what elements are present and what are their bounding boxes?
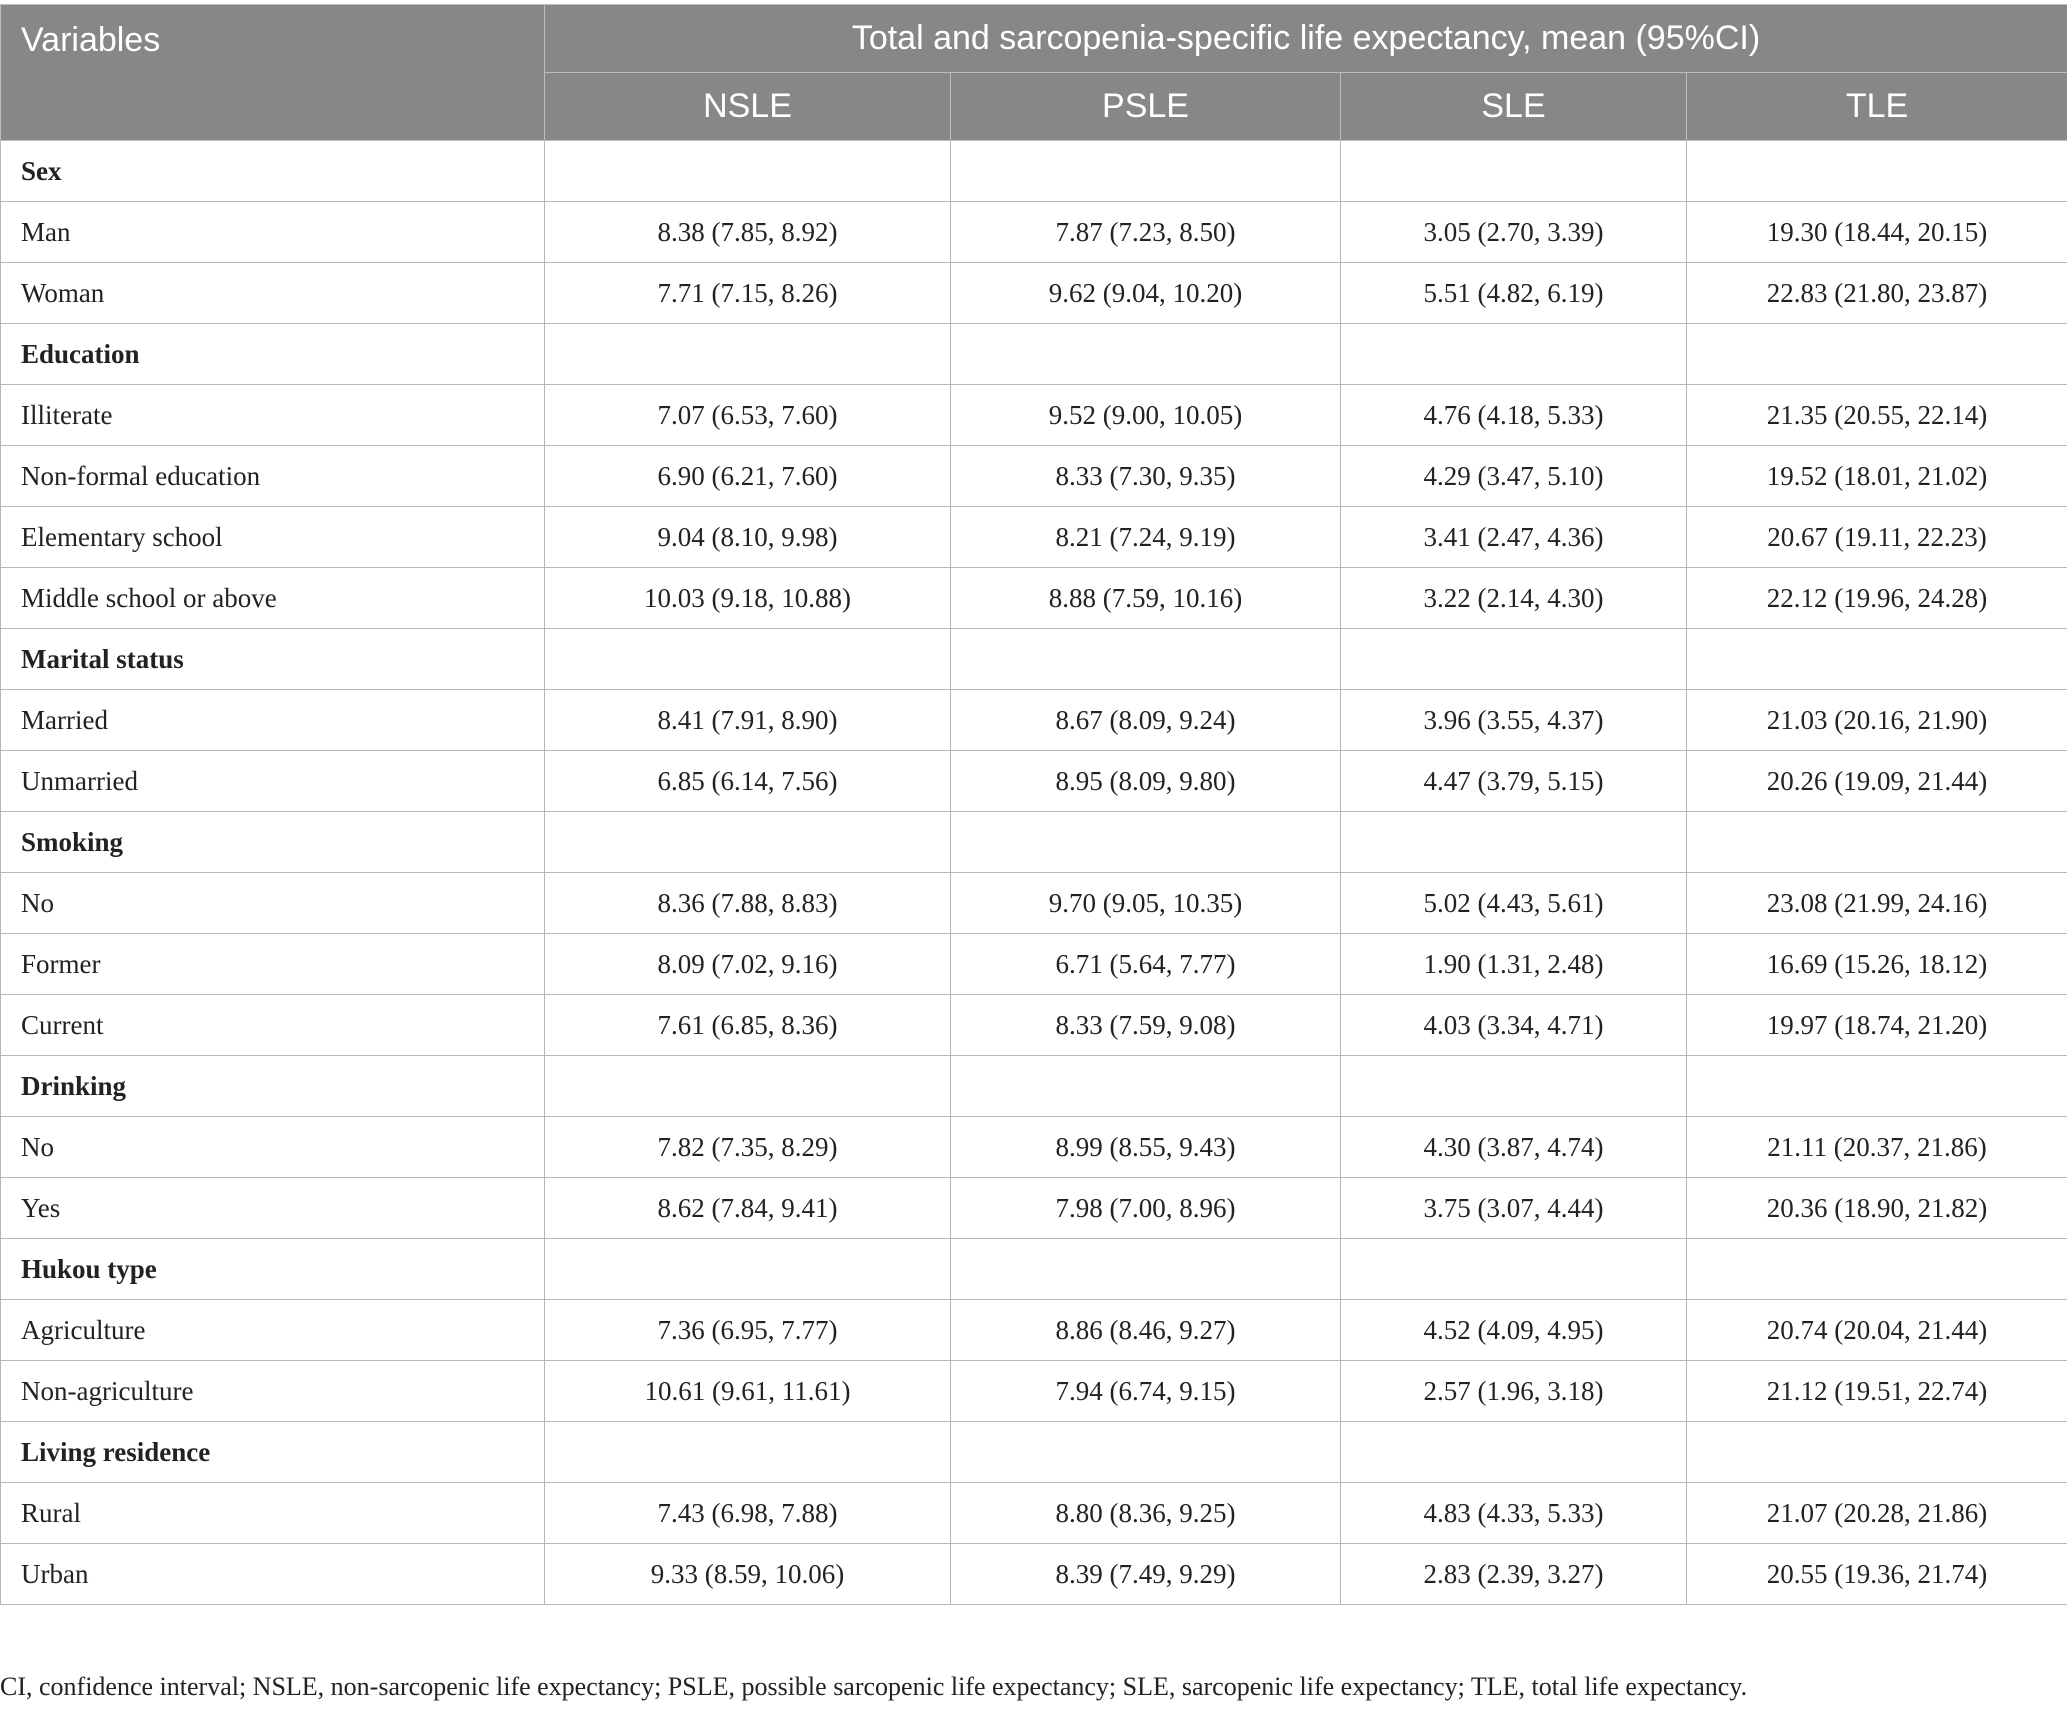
empty-cell [951,324,1341,385]
table-header [1,5,2067,141]
row-label: Illiterate [1,385,545,446]
sle-cell: 5.02 (4.43, 5.61) [1341,873,1687,934]
table-row [1,202,2067,263]
empty-cell [545,812,951,873]
psle-cell: 9.62 (9.04, 10.20) [951,263,1341,324]
table-footnote: CI, confidence interval; NSLE, non-sarcopenic life expectancy; PSLE, possible sarcopenic life expectancy; SLE, sarcopenic life expectancy; TLE, total life expectancy. [0,1672,1748,1701]
empty-cell [951,812,1341,873]
empty-cell [545,1239,951,1300]
row-label: Elementary school [1,507,545,568]
psle-cell: 7.98 (7.00, 8.96) [951,1178,1341,1239]
sle-cell: 3.75 (3.07, 4.44) [1341,1178,1687,1239]
group-label: Smoking [1,812,545,873]
group-label: Drinking [1,1056,545,1117]
empty-cell [951,1056,1341,1117]
empty-cell [1687,1239,2067,1300]
table-row [1,507,2067,568]
nsle-cell: 7.43 (6.98, 7.88) [545,1483,951,1544]
empty-cell [545,141,951,202]
tle-cell: 22.12 (19.96, 24.28) [1687,568,2067,629]
group-header-row [1,141,2067,202]
empty-cell [951,629,1341,690]
empty-cell [1341,1056,1687,1117]
tle-cell: 21.35 (20.55, 22.14) [1687,385,2067,446]
table-row [1,751,2067,812]
table-row [1,568,2067,629]
row-label: Non-formal education [1,446,545,507]
column-header-tle: TLE [1687,73,2067,141]
table-row [1,995,2067,1056]
life-expectancy-span-header: Total and sarcopenia-specific life expectancy, mean (95%CI) [545,5,2067,73]
sle-cell: 3.05 (2.70, 3.39) [1341,202,1687,263]
tle-cell: 20.67 (19.11, 22.23) [1687,507,2067,568]
row-label: Unmarried [1,751,545,812]
sle-cell: 4.30 (3.87, 4.74) [1341,1117,1687,1178]
tle-cell: 19.97 (18.74, 21.20) [1687,995,2067,1056]
group-header-row [1,1056,2067,1117]
nsle-cell: 10.03 (9.18, 10.88) [545,568,951,629]
psle-cell: 6.71 (5.64, 7.77) [951,934,1341,995]
variables-column-header: Variables [1,5,545,141]
row-label: Agriculture [1,1300,545,1361]
tle-cell: 20.36 (18.90, 21.82) [1687,1178,2067,1239]
sle-cell: 1.90 (1.31, 2.48) [1341,934,1687,995]
row-label: Urban [1,1544,545,1605]
row-label: Former [1,934,545,995]
tle-cell: 21.12 (19.51, 22.74) [1687,1361,2067,1422]
group-header-row [1,629,2067,690]
life-expectancy-table [0,4,2067,1605]
psle-cell: 8.33 (7.59, 9.08) [951,995,1341,1056]
table-row [1,1544,2067,1605]
sle-cell: 3.96 (3.55, 4.37) [1341,690,1687,751]
group-header-row [1,1239,2067,1300]
empty-cell [545,324,951,385]
nsle-cell: 6.85 (6.14, 7.56) [545,751,951,812]
sle-cell: 4.47 (3.79, 5.15) [1341,751,1687,812]
table-row [1,1117,2067,1178]
sle-cell: 3.41 (2.47, 4.36) [1341,507,1687,568]
nsle-cell: 6.90 (6.21, 7.60) [545,446,951,507]
group-label: Sex [1,141,545,202]
nsle-cell: 7.61 (6.85, 8.36) [545,995,951,1056]
table-row [1,1300,2067,1361]
empty-cell [545,1422,951,1483]
table-row [1,385,2067,446]
group-label: Living residence [1,1422,545,1483]
table-row [1,1178,2067,1239]
empty-cell [1341,1422,1687,1483]
tle-cell: 16.69 (15.26, 18.12) [1687,934,2067,995]
psle-cell: 9.52 (9.00, 10.05) [951,385,1341,446]
empty-cell [1687,324,2067,385]
nsle-cell: 7.71 (7.15, 8.26) [545,263,951,324]
psle-cell: 8.95 (8.09, 9.80) [951,751,1341,812]
group-label: Marital status [1,629,545,690]
column-header-sle: SLE [1341,73,1687,141]
tle-cell: 21.07 (20.28, 21.86) [1687,1483,2067,1544]
group-label: Education [1,324,545,385]
psle-cell: 8.39 (7.49, 9.29) [951,1544,1341,1605]
row-label: Woman [1,263,545,324]
psle-cell: 8.33 (7.30, 9.35) [951,446,1341,507]
row-label: Married [1,690,545,751]
empty-cell [1341,812,1687,873]
nsle-cell: 10.61 (9.61, 11.61) [545,1361,951,1422]
sle-cell: 4.76 (4.18, 5.33) [1341,385,1687,446]
sle-cell: 2.83 (2.39, 3.27) [1341,1544,1687,1605]
empty-cell [1341,629,1687,690]
group-label: Hukou type [1,1239,545,1300]
nsle-cell: 9.33 (8.59, 10.06) [545,1544,951,1605]
sle-cell: 4.52 (4.09, 4.95) [1341,1300,1687,1361]
nsle-cell: 8.36 (7.88, 8.83) [545,873,951,934]
row-label: Man [1,202,545,263]
table-row [1,263,2067,324]
psle-cell: 8.88 (7.59, 10.16) [951,568,1341,629]
table-row [1,690,2067,751]
tle-cell: 20.55 (19.36, 21.74) [1687,1544,2067,1605]
row-label: No [1,873,545,934]
empty-cell [545,629,951,690]
group-header-row [1,812,2067,873]
psle-cell: 7.87 (7.23, 8.50) [951,202,1341,263]
row-label: Rural [1,1483,545,1544]
nsle-cell: 8.09 (7.02, 9.16) [545,934,951,995]
row-label: Non-agriculture [1,1361,545,1422]
row-label: Current [1,995,545,1056]
sle-cell: 4.29 (3.47, 5.10) [1341,446,1687,507]
psle-cell: 8.86 (8.46, 9.27) [951,1300,1341,1361]
nsle-cell: 7.82 (7.35, 8.29) [545,1117,951,1178]
empty-cell [1687,812,2067,873]
tle-cell: 20.74 (20.04, 21.44) [1687,1300,2067,1361]
tle-cell: 19.30 (18.44, 20.15) [1687,202,2067,263]
tle-cell: 22.83 (21.80, 23.87) [1687,263,2067,324]
nsle-cell: 8.41 (7.91, 8.90) [545,690,951,751]
column-header-psle: PSLE [951,73,1341,141]
empty-cell [545,1056,951,1117]
table-row [1,934,2067,995]
sle-cell: 5.51 (4.82, 6.19) [1341,263,1687,324]
tle-cell: 23.08 (21.99, 24.16) [1687,873,2067,934]
nsle-cell: 7.07 (6.53, 7.60) [545,385,951,446]
empty-cell [1341,141,1687,202]
empty-cell [1341,1239,1687,1300]
column-header-nsle: NSLE [545,73,951,141]
empty-cell [1687,1422,2067,1483]
empty-cell [951,1239,1341,1300]
table-row [1,1361,2067,1422]
nsle-cell: 8.62 (7.84, 9.41) [545,1178,951,1239]
empty-cell [951,141,1341,202]
psle-cell: 8.99 (8.55, 9.43) [951,1117,1341,1178]
empty-cell [1687,1056,2067,1117]
life-expectancy-table-container [0,4,2067,1605]
table-row [1,873,2067,934]
table-row [1,1483,2067,1544]
tle-cell: 19.52 (18.01, 21.02) [1687,446,2067,507]
empty-cell [1687,141,2067,202]
row-label: Middle school or above [1,568,545,629]
psle-cell: 8.67 (8.09, 9.24) [951,690,1341,751]
psle-cell: 8.80 (8.36, 9.25) [951,1483,1341,1544]
group-header-row [1,1422,2067,1483]
sle-cell: 2.57 (1.96, 3.18) [1341,1361,1687,1422]
nsle-cell: 7.36 (6.95, 7.77) [545,1300,951,1361]
tle-cell: 21.03 (20.16, 21.90) [1687,690,2067,751]
table-row [1,446,2067,507]
nsle-cell: 9.04 (8.10, 9.98) [545,507,951,568]
psle-cell: 7.94 (6.74, 9.15) [951,1361,1341,1422]
sle-cell: 4.83 (4.33, 5.33) [1341,1483,1687,1544]
table-body [1,141,2067,1605]
sle-cell: 3.22 (2.14, 4.30) [1341,568,1687,629]
psle-cell: 9.70 (9.05, 10.35) [951,873,1341,934]
nsle-cell: 8.38 (7.85, 8.92) [545,202,951,263]
group-header-row [1,324,2067,385]
psle-cell: 8.21 (7.24, 9.19) [951,507,1341,568]
row-label: Yes [1,1178,545,1239]
empty-cell [951,1422,1341,1483]
empty-cell [1687,629,2067,690]
tle-cell: 20.26 (19.09, 21.44) [1687,751,2067,812]
empty-cell [1341,324,1687,385]
sle-cell: 4.03 (3.34, 4.71) [1341,995,1687,1056]
tle-cell: 21.11 (20.37, 21.86) [1687,1117,2067,1178]
row-label: No [1,1117,545,1178]
